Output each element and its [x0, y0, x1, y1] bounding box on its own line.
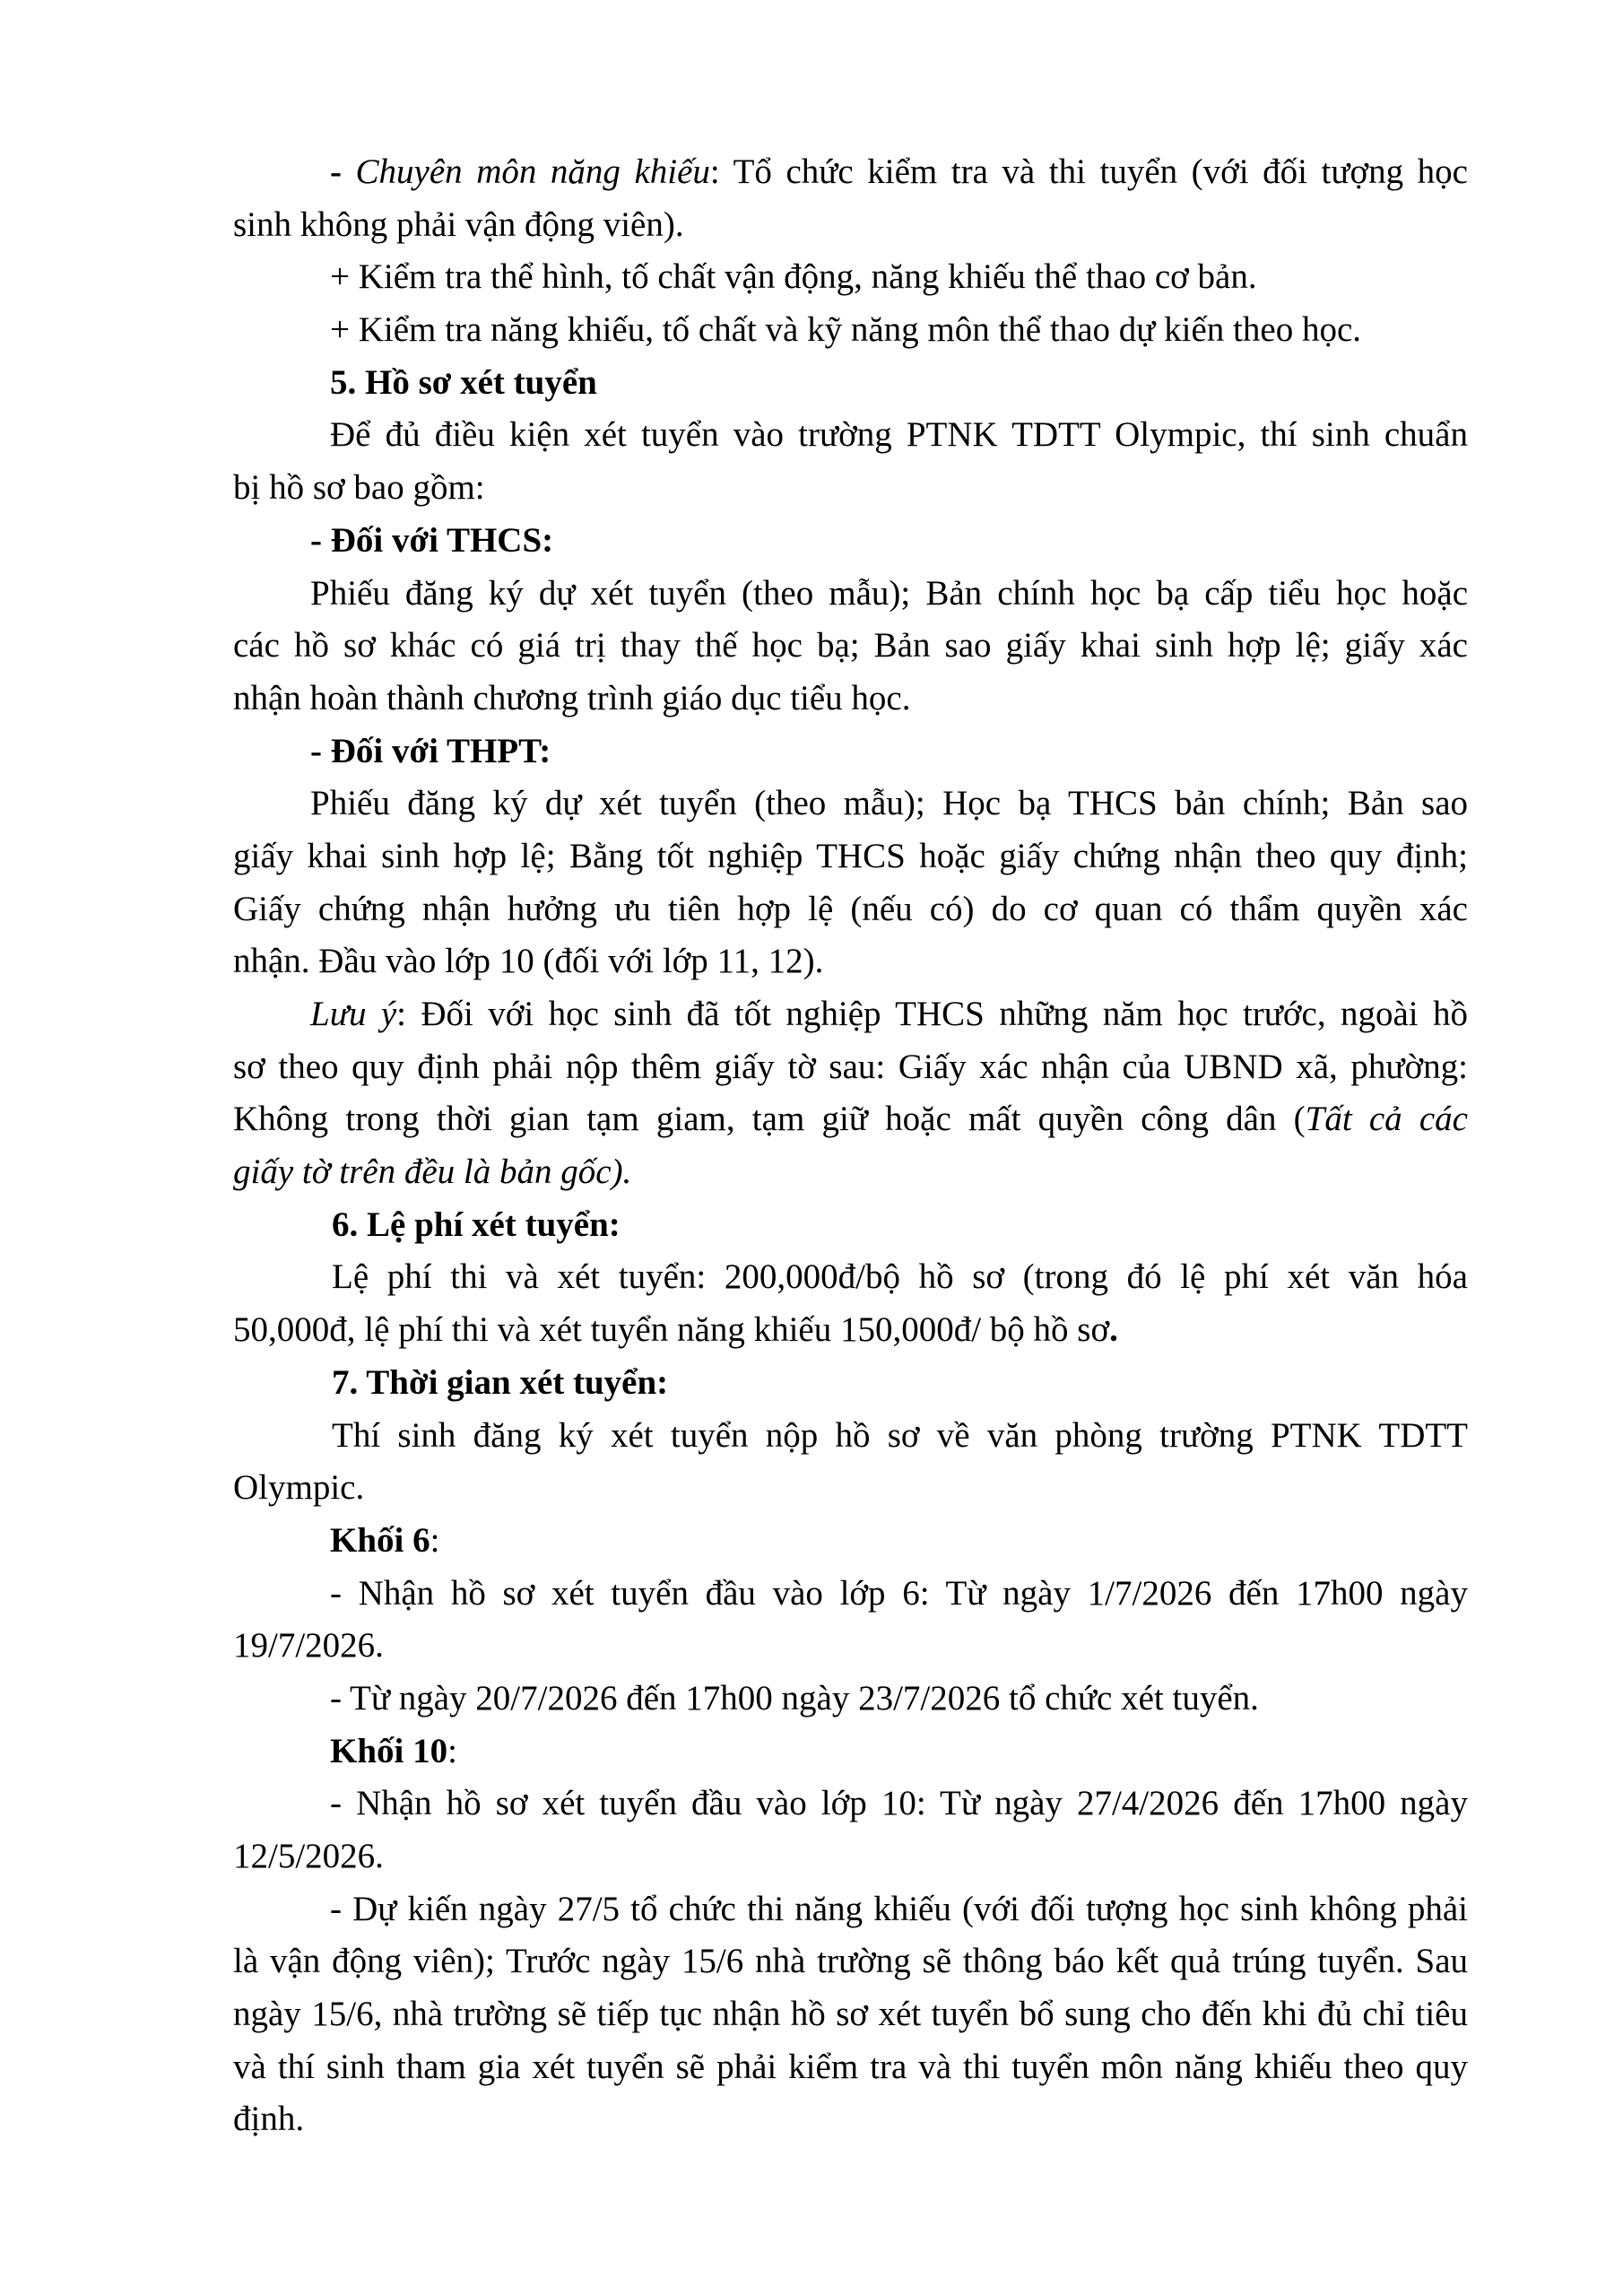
grade-10-detail-line-5: định. [233, 2100, 305, 2139]
fee-line-2-text: 50,000đ, lệ phí thi và xét tuyển năng khiếu 150,000đ/ bộ hồ sơ [233, 1310, 1110, 1350]
section-5-heading: 5. Hồ sơ xét tuyển [330, 362, 597, 402]
grade-10-detail-line-2: là vận động viên); Trước ngày 15/6 nhà trường sẽ thông báo kết quả trúng tuyển. Sau [233, 1942, 1468, 1981]
note-line-3-text: Không trong thời gian tạm giam, tạm giữ hoặc mất quyền công dân ( [233, 1100, 1306, 1139]
thcs-heading: - Đối với THCS: [310, 520, 554, 560]
note-line-3 [233, 1093, 1468, 1146]
grade-10-line-2: 12/5/2026. [233, 1837, 384, 1875]
grade-10-detail-line-3: ngày 15/6, nhà trường sẽ tiếp tục nhận hồ sơ xét tuyển bổ sung cho đến khi đủ chỉ tiêu [233, 1995, 1468, 2034]
grade-6-heading [233, 1515, 1468, 1568]
thpt-line-1: Phiếu đăng ký dự xét tuyển (theo mẫu); Học bạ THCS bản chính; Bản sao [310, 784, 1468, 823]
note-line-3-italic: Tất cả các [1305, 1100, 1468, 1139]
fee-line-2 [233, 1304, 1468, 1357]
section-7-intro-line-1: Thí sinh đăng ký xét tuyển nộp hồ sơ về văn phòng trường PTNK TDTT [332, 1415, 1468, 1455]
note-line-4: giấy tờ trên đều là bản gốc). [233, 1152, 632, 1192]
grade-10-detail-line-1: - Dự kiến ngày 27/5 tổ chức thi năng khiếu (với đối tượng học sinh không phải [330, 1889, 1468, 1928]
speciality-item-2: + Kiểm tra năng khiếu, tố chất và kỹ năng môn thể thao dự kiến theo học. [330, 310, 1362, 350]
document-body [233, 146, 1468, 2146]
grade-10-colon: : [447, 1731, 457, 1770]
grade-10-heading [233, 1726, 1468, 1779]
section-5-intro-line-2: bị hồ sơ bao gồm: [233, 468, 485, 508]
thcs-line-3: nhận hoàn thành chương trình giáo dục tiểu học. [233, 678, 911, 718]
grade-6-line-1: - Nhận hồ sơ xét tuyển đầu vào lớp 6: Từ ngày 1/7/2026 đến 17h00 ngày [330, 1573, 1468, 1613]
grade-6-line-2: 19/7/2026. [233, 1626, 384, 1665]
grade-6-colon: : [430, 1520, 440, 1560]
note-line-2: sơ theo quy định phải nộp thêm giấy tờ sau: Giấy xác nhận của UBND xã, phường: [233, 1047, 1468, 1086]
section-7-intro-line-2: Olympic. [233, 1468, 365, 1508]
note-text: : Đối với học sinh đã tốt nghiệp THCS những năm học trước, ngoài hồ [396, 995, 1468, 1033]
grade-6-line-3: - Từ ngày 20/7/2026 đến 17h00 ngày 23/7/2026 tổ chức xét tuyển. [330, 1678, 1259, 1718]
thcs-line-1: Phiếu đăng ký dự xét tuyển (theo mẫu); Bản chính học bạ cấp tiểu học hoặc [310, 573, 1468, 613]
thpt-line-4: nhận. Đầu vào lớp 10 (đối với lớp 11, 12). [233, 942, 824, 981]
thpt-line-2: giấy khai sinh hợp lệ; Bằng tốt nghiệp THCS hoặc giấy chứng nhận theo quy định; [233, 836, 1468, 875]
speciality-text: : Tổ chức kiểm tra và thi tuyển (với đối tượng học [709, 152, 1468, 191]
speciality-label: Chuyên môn năng khiếu [355, 152, 710, 191]
grade-6-label: Khối 6 [330, 1520, 430, 1560]
fee-line-2-period: . [1109, 1310, 1118, 1350]
section-7-heading: 7. Thời gian xét tuyển: [332, 1362, 669, 1402]
speciality-line-1: - Chuyên môn năng khiếu: Tổ chức kiểm tra và thi tuyển (với đối tượng học [330, 152, 1468, 191]
speciality-item-1: + Kiểm tra thể hình, tố chất vận động, năng khiếu thể thao cơ bản. [330, 257, 1257, 297]
fee-line-1: Lệ phí thi và xét tuyển: 200,000đ/bộ hồ sơ (trong đó lệ phí xét văn hóa [332, 1257, 1468, 1297]
thpt-line-3: Giấy chứng nhận hưởng ưu tiên hợp lệ (nếu có) do cơ quan có thẩm quyền xác [233, 889, 1468, 928]
grade-10-label: Khối 10 [330, 1731, 448, 1770]
note-line-1 [233, 988, 1468, 1041]
section-6-heading: 6. Lệ phí xét tuyển: [332, 1205, 621, 1244]
thpt-heading: - Đối với THPT: [310, 731, 551, 770]
speciality-line-2: sinh không phải vận động viên). [233, 204, 684, 244]
note-label: Lưu ý [310, 995, 397, 1033]
grade-10-detail-line-4: và thí sinh tham gia xét tuyển sẽ phải kiểm tra và thi tuyển môn năng khiếu theo quy [233, 2047, 1468, 2086]
thcs-line-2: các hồ sơ khác có giá trị thay thế học bạ; Bản sao giấy khai sinh hợp lệ; giấy xác [233, 626, 1468, 665]
grade-10-line-1: - Nhận hồ sơ xét tuyển đầu vào lớp 10: Từ ngày 27/4/2026 đến 17h00 ngày [330, 1784, 1468, 1823]
section-5-intro-line-1: Để đủ điều kiện xét tuyển vào trường PTNK TDTT Olympic, thí sinh chuẩn [330, 415, 1468, 455]
